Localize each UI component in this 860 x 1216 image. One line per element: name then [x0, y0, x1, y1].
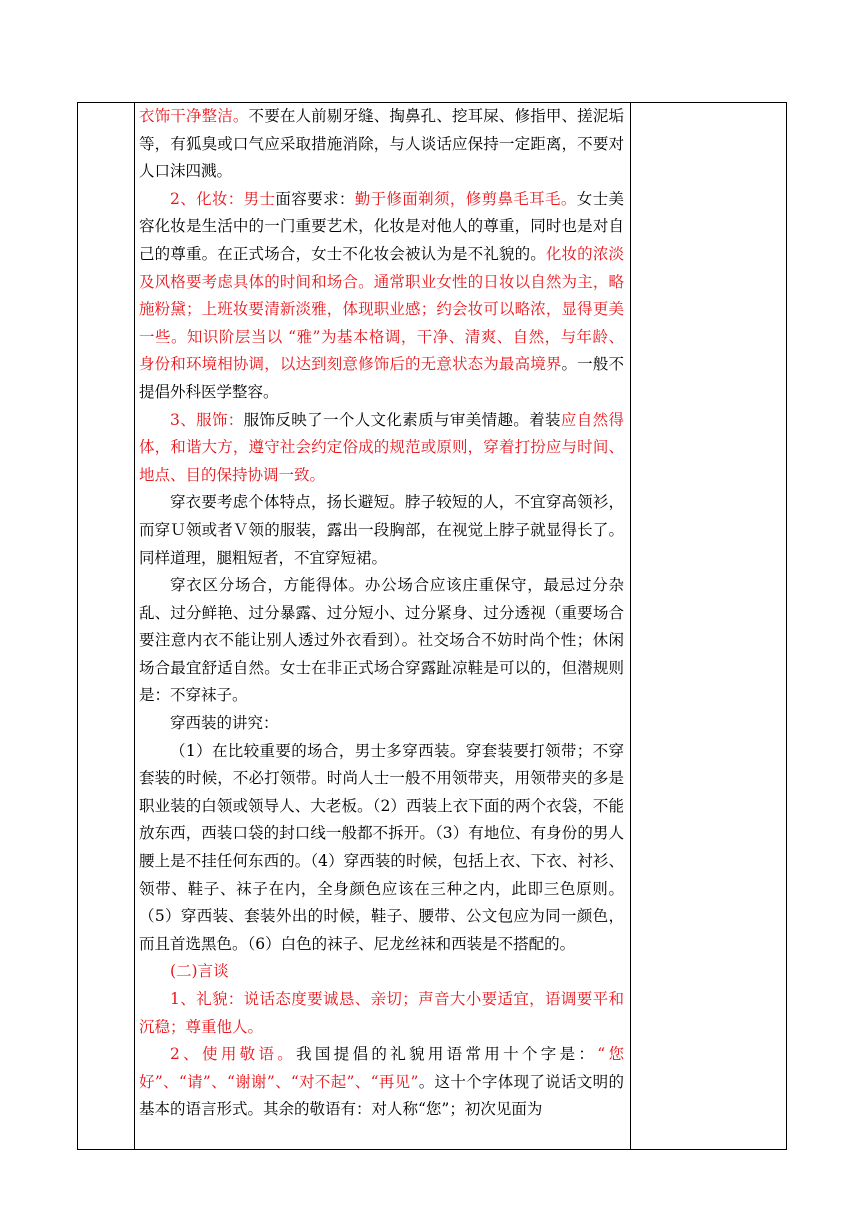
highlighted-text: 勤于修面剃须，修剪鼻毛耳毛。	[354, 189, 577, 208]
paragraph-body-features: 穿衣要考虑个体特点，扬长避短。脖子较短的人，不宜穿高领衫，而穿Ｕ领或者Ｖ领的服装，露出一段胸部，在视觉上脖子就显得长了。同样道理，腿粗短者，不宜穿短裙。	[139, 493, 624, 567]
body-text: 面容要求：	[275, 189, 355, 208]
highlighted-text: 化妆的浓淡及风格要考虑具体的时间和场合。通常职业女性的日妆以自然为主，略施粉黛；上班妆要清新淡雅，体现职业感；约会妆可以略浓，显得更美一些。知识阶层当以 “雅”为基本格调，干净、清爽、自然，与年龄、身份和环境相协调，以达到刻意修饰后的无意状态为最高境界	[139, 244, 624, 374]
section-heading-speech: (二)言谈	[170, 962, 229, 981]
paragraph-politeness: 1、礼貌：说话态度要诚恳、亲切；声音大小要适宜，语调要平和沉稳；尊重他人。	[139, 990, 624, 1036]
body-text: 我国提倡的礼貌用语常用十个字是：	[296, 1045, 598, 1064]
body-text: 不要在人前剔牙缝、掏鼻孔、挖耳屎、修指甲、搓泥垢等，有狐臭或口气应采取措施消除，与人谈话应保持一定距离，不要对人口沫四溅。	[139, 107, 624, 181]
paragraph-hygiene	[139, 103, 624, 186]
paragraph-occasions: 穿衣区分场合，方能得体。办公场合应该庄重保守，最忌过分杂乱、过分鲜艳、过分暴露、过分短小、过分紧身、过分透视（重要场合要注意内衣不能让别人透过外衣看到）。社交场合不妨时尚个性；休闲场合最宜舒适自然。女士在非正式场合穿露趾凉鞋是可以的，但潜规则是：不穿袜子。	[139, 576, 624, 705]
highlighted-text: 3、服饰：	[170, 410, 244, 429]
highlighted-text: 2、使用敬语。	[170, 1045, 297, 1064]
highlighted-text: “您好”、“请”、“谢谢”、“对不起”、“再见”	[139, 1045, 624, 1091]
main-content-cell	[135, 103, 631, 1150]
content-table	[77, 102, 787, 1150]
highlighted-text: 2、化妆：男士	[170, 189, 276, 208]
body-text: 女士美容化妆是生活中的一门重要艺术，化妆是对他人的尊重，同时也是对自己的尊重。在正式场合，女士不化妆会被认为是不礼貌的。	[139, 189, 624, 263]
content-body	[135, 103, 630, 1124]
paragraph-honorifics	[139, 1041, 624, 1124]
right-column-cell	[631, 103, 787, 1150]
body-text: 。这十个字体现了说话文明的基本的语言形式。其余的敬语有：对人称“您”；初次见面为	[139, 1072, 624, 1119]
highlighted-text: 应自然得体，和谐大方，遵守社会约定俗成的规范或原则，穿着打扮应与时间、地点、目的保持协调一致。	[139, 410, 624, 484]
highlighted-text: 衣饰干净整洁。	[139, 107, 249, 125]
paragraph-clothing	[139, 407, 624, 490]
paragraph-suit-rules: （1）在比较重要的场合，男士多穿西装。穿套装要打领带；不穿套装的时候，不必打领带。时尚人士一般不用领带夹，用领带夹的多是职业装的白领或领导人、大老板。（2）西装上衣下面的两个衣袋，不能放东西，西装口袋的封口线一般都不拆开。（3）有地位、有身份的男人腰上是不挂任何东西的。（4）穿西装的时候，包括上衣、下衣、衬衫、领带、鞋子、袜子在内，全身颜色应该在三种之内，此即三色原则。（5）穿西装、套装外出的时候，鞋子、腰带、公文包应为同一颜色，而且首选黑色。（6）白色的袜子、尼龙丝袜和西装是不搭配的。	[139, 741, 624, 953]
left-column-cell	[78, 103, 135, 1150]
paragraph-suit-heading: 穿西装的讲究：	[170, 714, 279, 733]
paragraph-makeup	[139, 186, 624, 407]
body-text: 。一般不提倡外科医学整容。	[139, 355, 624, 401]
body-text: 服饰反映了一个人文化素质与审美情趣。着装	[243, 410, 561, 429]
